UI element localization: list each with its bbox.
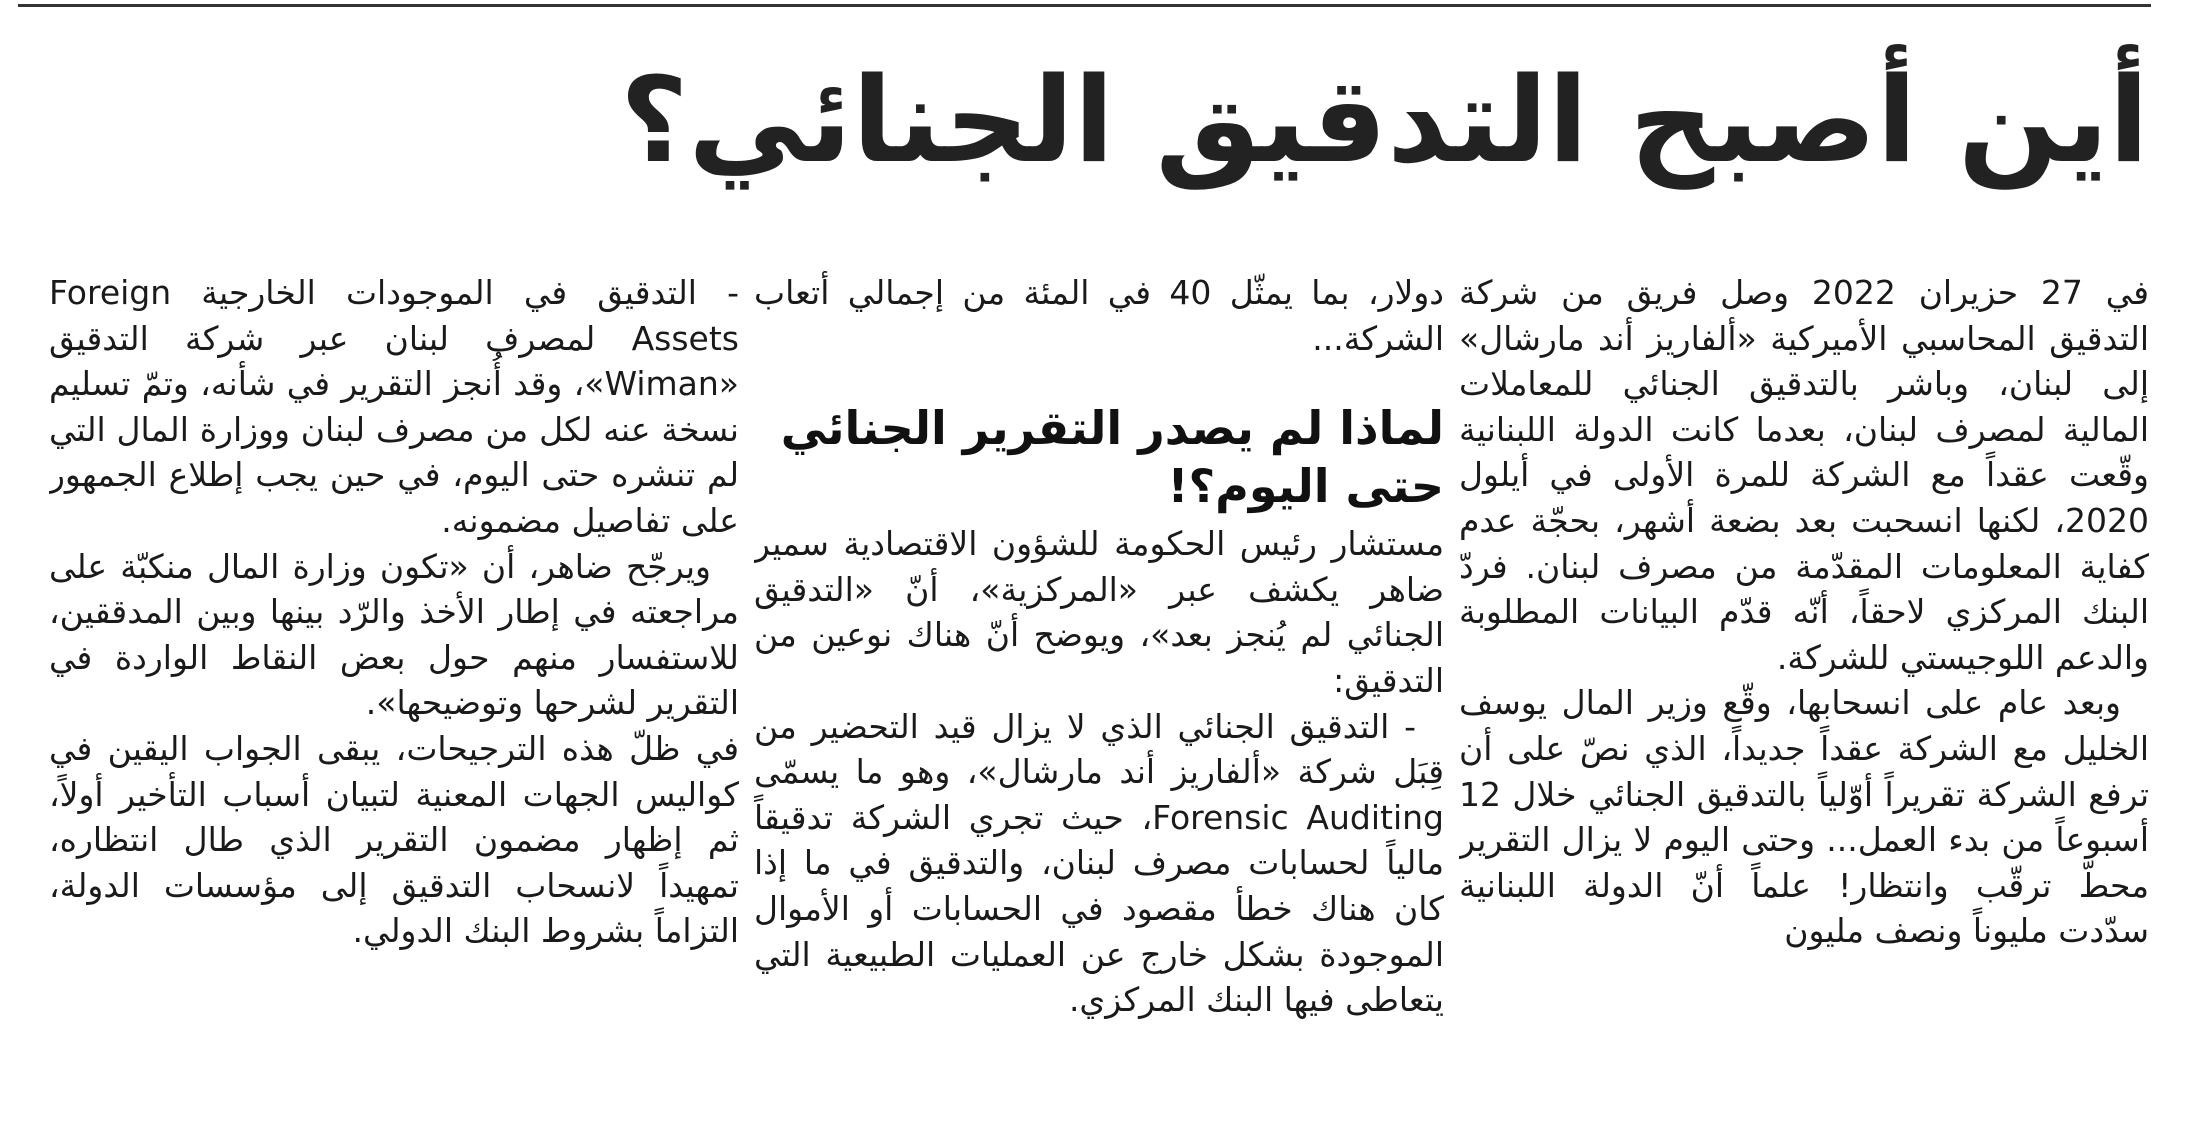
- column-left: [49, 270, 739, 1130]
- subheading: لماذا لم يصدر التقرير الجنائي حتى اليوم؟!: [780, 401, 1444, 514]
- paragraph: دولار، بما يمثّل 40 في المئة من إجمالي أتعاب الشركة...: [754, 273, 1444, 358]
- column-right: [1459, 270, 2149, 1130]
- column-middle: [754, 270, 1444, 1130]
- top-rule: [18, 4, 2151, 7]
- paragraph: في ظلّ هذه الترجيحات، يبقى الجواب اليقين في كواليس الجهات المعنية لتبيان أسباب التأخير أولاً، ثم إظهار مضمون التقرير الذي طال انتظاره، تمهيداً لانسحاب التدقيق إلى مؤسسات الدولة، التزاماً بشروط البنك الدولي.: [49, 728, 739, 951]
- paragraph: وبعد عام على انسحابها، وقّع وزير المال يوسف الخليل مع الشركة عقداً جديداً، الذي نصّ على أن ترفع الشركة تقريراً أوّلياً بالتدقيق الجنائي خلال 12 أسبوعاً من بدء العمل... وحتى اليوم لا يزال التقرير محطّ ترقّب وانتظار! علماً أنّ الدولة اللبنانية سدّدت مليوناً ونصف مليون: [1459, 683, 2149, 951]
- paragraph: - التدقيق الجنائي الذي لا يزال قيد التحضير من قِبَل شركة «ألفاريز أند مارشال»، وهو ما يسمّى Forensic Auditing، حيث تجري الشركة تدقيقاً مالياً لحسابات مصرف لبنان، والتدقيق في ما إذا كان هناك خطأ مقصود في الحسابات أو الأموال الموجودة بشكل خارج عن العمليات الطبيعية التي يتعاطى فيها البنك المركزي.: [754, 706, 1444, 1020]
- paragraph: مستشار رئيس الحكومة للشؤون الاقتصادية سمير ضاهر يكشف عبر «المركزية»، أنّ «التدقيق الجنائي لم يُنجز بعد»، ويوضح أنّ هناك نوعين من التدقيق:: [754, 524, 1444, 700]
- paragraph: - التدقيق في الموجودات الخارجية Foreign Assets لمصرف لبنان عبر شركة التدقيق «Wiman»، وقد أُنجز التقرير في شأنه، وتمّ تسليم نسخة عنه لكل من مصرف لبنان ووزارة المال التي لم تنشره حتى اليوم، في حين يجب إطلاع الجمهور على تفاصيل مضمونه.: [49, 273, 739, 540]
- paragraph: في 27 حزيران 2022 وصل فريق من شركة التدقيق المحاسبي الأميركية «ألفاريز أند مارشال» إلى لبنان، وباشر بالتدقيق الجنائي للمعاملات المالية لمصرف لبنان، بعدما كانت الدولة اللبنانية وقّعت عقداً مع الشركة للمرة الأولى في أيلول 2020، لكنها انسحبت بعد بضعة أشهر، بحجّة عدم كفاية المعلومات المقدّمة من مصرف لبنان. فردّ البنك المركزي لاحقاً، أنّه قدّم البيانات المطلوبة والدعم اللوجيستي للشركة.: [1459, 273, 2149, 677]
- paragraph: ويرجّح ضاهر، أن «تكون وزارة المال منكبّة على مراجعته في إطار الأخذ والرّد بينها وبين المدققين، للاستفسار منهم حول بعض النقاط الواردة في التقرير لشرحها وتوضيحها».: [49, 546, 739, 723]
- headline: أين أصبح التدقيق الجنائي؟: [619, 51, 2149, 189]
